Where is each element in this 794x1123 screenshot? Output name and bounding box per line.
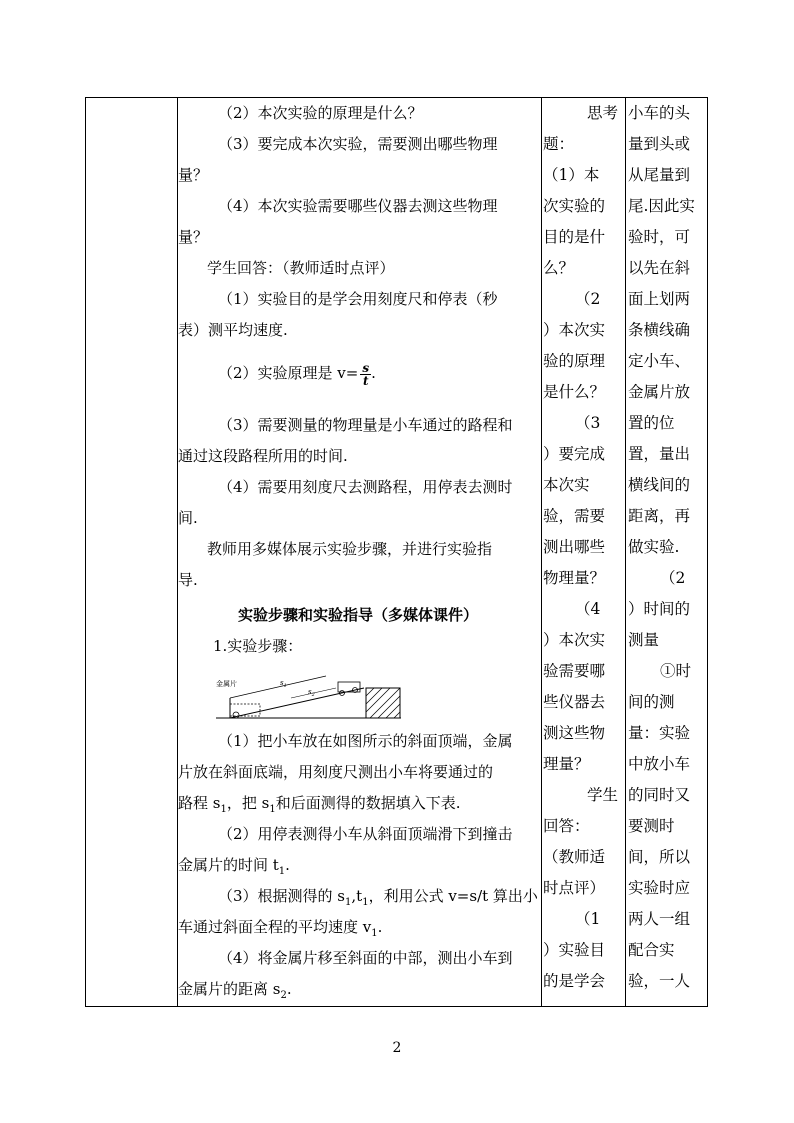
subscript: 1: [345, 897, 352, 908]
text-line: [178, 881, 538, 912]
subscript: 1: [278, 866, 286, 877]
column-divider: [625, 98, 626, 1006]
formula-tail: .: [371, 364, 376, 382]
text-span: 金属片的距离 s: [178, 980, 281, 998]
text-line: 些仪器去: [543, 693, 606, 711]
text-line: 本次实: [543, 476, 590, 494]
student-activity-column: [543, 98, 622, 1006]
text-line: 片放在斜面底端，用刻度尺测出小车将要通过的: [178, 763, 494, 781]
text-span: 金属片的时间 t: [178, 856, 279, 874]
text-line: 两人一组: [628, 910, 691, 928]
text-line: 间的测: [628, 693, 675, 711]
text-line: ）本次实: [543, 321, 606, 339]
text-line: （3）要完成本次实验，需要测出哪些物理: [218, 135, 498, 153]
text-line: 通过这段路程所用的时间.: [178, 447, 348, 465]
text-line: 回答：: [543, 817, 590, 835]
text-line: 量：实验: [628, 724, 691, 742]
text-span: 路程 s: [178, 794, 221, 812]
text-line: 测量: [628, 631, 660, 649]
text-line: 的是学会: [543, 972, 606, 990]
text-line: （2: [660, 569, 686, 587]
text-line: （4）将金属片移至斜面的中部，测出小车到: [218, 949, 513, 967]
text-line: 要测时: [628, 817, 675, 835]
text-line: 表）测平均速度.: [178, 321, 288, 339]
text-span: （3）根据测得的 s: [218, 887, 346, 905]
diagram-label-metal: 金属片: [216, 680, 237, 688]
text-line: 置，量出: [628, 445, 691, 463]
text-line: 测出哪些: [543, 538, 606, 556]
text-line: ①时: [660, 662, 692, 680]
text-line: 1.实验步骤：: [213, 637, 303, 655]
text-line: 横线间的: [628, 476, 691, 494]
teaching-content-column: [178, 98, 538, 1006]
text-line: （2: [575, 290, 601, 308]
section-heading: 实验步骤和实验指导（多媒体课件）: [237, 606, 478, 624]
text-line: 量？: [178, 166, 209, 184]
text-line: 教师用多媒体展示实验步骤，并进行实验指: [207, 540, 493, 558]
text-span: .: [286, 980, 292, 998]
text-line: （3）需要测量的物理量是小车通过的路程和: [218, 416, 513, 434]
text-line: （4）需要用刻度尺去测路程，用停表去测时: [218, 478, 513, 496]
text-line: （4: [575, 600, 601, 618]
text-line: 验，一人: [628, 972, 691, 990]
text-line: 验时，可: [628, 228, 691, 246]
text-line: 间.: [178, 509, 198, 527]
text-line: 距离，再: [628, 507, 691, 525]
text-line: ）时间的: [628, 600, 691, 618]
fraction-denominator: t: [362, 373, 369, 388]
text-line: 置的位: [628, 414, 675, 432]
text-span: ，把 s: [226, 794, 270, 812]
fraction-numerator: s: [362, 360, 370, 375]
formula-line: [178, 354, 538, 392]
text-line: [178, 850, 538, 881]
text-line: 次实验的: [543, 197, 606, 215]
text-line: 配合实: [628, 941, 675, 959]
text-line: （1）把小车放在如图所示的斜面顶端，金属: [218, 732, 513, 750]
text-line: 量？: [178, 228, 209, 246]
text-line: 尾.因此实: [628, 197, 695, 215]
text-line: 定小车、: [628, 352, 691, 370]
text-line: （4）本次实验需要哪些仪器去测这些物理: [218, 197, 498, 215]
text-span: ，利用公式 v=s/t 算出小: [368, 887, 538, 905]
text-line: 是什么？: [543, 383, 606, 401]
text-line: 的同时又: [628, 786, 691, 804]
text-line: （2）本次实验的原理是什么？: [218, 104, 423, 122]
text-line: 时点评）: [543, 879, 606, 897]
text-span: .: [285, 856, 290, 874]
text-line: 量到头或: [628, 135, 691, 153]
text-line: 实验时应: [628, 879, 691, 897]
text-line: （1: [575, 910, 601, 928]
text-line: 以先在斜: [628, 259, 691, 277]
subscript: 1: [220, 804, 227, 815]
design-notes-column: [628, 98, 707, 1006]
text-line: （教师适: [543, 848, 606, 866]
text-line: 验的原理: [543, 352, 606, 370]
text-line: （3: [575, 414, 601, 432]
column-divider: [541, 98, 542, 1006]
text-line: 条横线确: [628, 321, 691, 339]
subscript: 1: [269, 804, 276, 815]
text-span: ,t: [351, 887, 363, 905]
text-line: 从尾量到: [628, 166, 691, 184]
text-line: ）本次实: [543, 631, 606, 649]
subscript: 2: [280, 990, 287, 1001]
subscript: 1: [362, 897, 369, 908]
text-line: 物理量？: [543, 569, 606, 587]
velocity-fraction: [360, 362, 371, 387]
diagram-label-s2: $s_2$: [308, 688, 315, 698]
incline-diagram: [216, 668, 406, 726]
text-line: 间，所以: [628, 848, 691, 866]
formula-label: （2）实验原理是 v=: [218, 364, 359, 382]
page-number: 2: [392, 1040, 402, 1056]
lesson-table: [85, 97, 708, 1007]
text-line: 题：: [543, 135, 575, 153]
text-line: 验需要哪: [543, 662, 606, 680]
text-line: （1）本: [543, 166, 600, 184]
text-span: 车通过斜面全程的平均速度 v: [178, 918, 372, 936]
text-line: [178, 974, 538, 1005]
text-line: 理量？: [543, 755, 590, 773]
text-line: 金属片放: [628, 383, 691, 401]
text-span: 和后面测得的数据填入下表.: [275, 794, 461, 812]
text-line: [178, 788, 538, 819]
text-line: （1）实验目的是学会用刻度尺和停表（秒: [218, 290, 498, 308]
text-line: ）实验目: [543, 941, 606, 959]
subscript: 1: [371, 928, 378, 939]
text-line: 测这些物: [543, 724, 606, 742]
text-line: ）要完成: [543, 445, 606, 463]
text-span: .: [377, 918, 383, 936]
diagram-label-s1: $s_1$: [280, 679, 287, 689]
text-line: 导.: [178, 571, 198, 589]
text-line: 中放小车: [628, 755, 691, 773]
text-line: 么？: [543, 259, 575, 277]
text-line: 目的是什: [543, 228, 606, 246]
text-line: [178, 912, 538, 943]
text-line: 学生回答：（教师适时点评）: [207, 259, 395, 277]
text-line: 验，需要: [543, 507, 606, 525]
text-line: 思考: [587, 104, 619, 122]
text-line: 面上划两: [628, 290, 691, 308]
text-line: （2）用停表测得小车从斜面顶端滑下到撞击: [218, 825, 513, 843]
text-line: 小车的头: [628, 104, 691, 122]
text-line: 做实验.: [628, 538, 680, 556]
text-line: 学生: [587, 786, 619, 804]
